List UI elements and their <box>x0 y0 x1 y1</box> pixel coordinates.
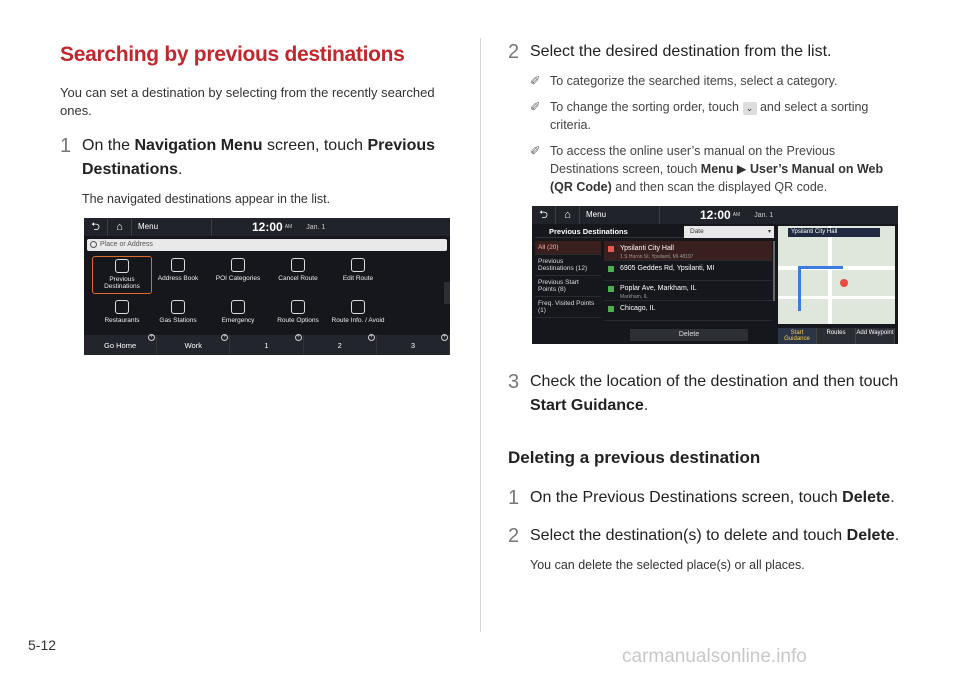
note-icon: ✐ <box>530 144 541 158</box>
step-text <box>530 370 900 418</box>
menu-item-route-options[interactable] <box>268 300 328 324</box>
clock-am: AM <box>284 224 293 230</box>
flag-icon <box>608 286 614 292</box>
poi-search-icon <box>231 258 245 272</box>
quick-destinations-bar <box>84 335 450 355</box>
category-item[interactable]: All (20) <box>535 241 601 255</box>
address-book-icon <box>171 258 185 272</box>
note-text-part: and select a sorting criteria. <box>550 100 869 132</box>
routes-button[interactable]: Routes <box>817 328 856 344</box>
step-number: 2 <box>508 525 520 547</box>
edit-route-icon <box>351 258 365 272</box>
add-icon[interactable]: + <box>149 334 154 340</box>
search-input[interactable] <box>87 239 447 251</box>
list-item[interactable] <box>604 301 772 321</box>
step-number: 1 <box>60 135 72 157</box>
note-3 <box>508 142 900 196</box>
add-icon[interactable]: + <box>296 334 300 340</box>
menu-item-address-book[interactable] <box>148 258 208 282</box>
go-home-button[interactable] <box>84 335 157 355</box>
menu-item-label: POI Categories <box>215 275 261 282</box>
menu-item-edit-route[interactable] <box>328 258 388 282</box>
sort-select[interactable] <box>684 226 774 238</box>
menu-item-label: Route Info. / Avoid <box>331 317 385 324</box>
flag-icon <box>608 246 614 252</box>
note-text <box>550 98 900 134</box>
add-icon[interactable]: + <box>369 334 374 340</box>
menu-item-restaurants[interactable] <box>92 300 152 324</box>
clock-time: 12:00 <box>252 220 283 234</box>
list-item[interactable] <box>604 241 772 261</box>
step-text: Select the desired destination from the list. <box>530 43 832 60</box>
route-line <box>798 266 843 269</box>
previous-destinations-screenshot <box>532 206 898 344</box>
clock-time: 12:00 <box>700 208 731 222</box>
route-line <box>798 266 801 311</box>
note-2 <box>508 98 900 134</box>
step-bold: Previous Destinations <box>82 137 436 178</box>
delete-button[interactable]: Delete <box>630 329 748 341</box>
column-divider <box>480 38 481 632</box>
note-text-part: To change the sorting order, touch <box>550 100 743 114</box>
step-text-part: screen, touch <box>262 137 368 154</box>
step-text-part: On the Previous Destinations screen, touch <box>530 489 843 506</box>
work-label: Work <box>184 340 202 350</box>
left-column <box>60 40 452 355</box>
step-bold: Navigation Menu <box>134 137 263 154</box>
step-number: 1 <box>508 487 520 509</box>
favorite-label: 2 <box>337 340 342 350</box>
step-text-part: Select the destination(s) to delete and touch <box>530 527 847 544</box>
menu-item-label: Edit Route <box>342 275 374 282</box>
gas-station-icon <box>171 300 185 314</box>
note-bold: Menu <box>700 162 734 176</box>
delete-step-1 <box>508 486 900 510</box>
clock-date: Jan. 1 <box>306 223 326 231</box>
home-icon[interactable]: ⌂ <box>108 218 132 236</box>
side-panel-handle[interactable] <box>444 282 450 304</box>
step-text-part: . <box>894 527 900 544</box>
delete-step-2 <box>508 524 900 574</box>
top-bar <box>84 218 450 236</box>
menu-item-label: Route Options <box>277 317 319 324</box>
flag-icon <box>608 266 614 272</box>
folder-icon <box>115 259 129 273</box>
menu-item-gas-stations[interactable] <box>148 300 208 324</box>
step-sub-text: You can delete the selected place(s) or all places. <box>530 558 805 572</box>
category-list <box>535 241 601 318</box>
favorite-label: 3 <box>410 340 415 350</box>
back-icon[interactable]: ⮌ <box>84 218 108 236</box>
top-bar <box>532 206 898 224</box>
flag-icon <box>608 306 614 312</box>
category-item[interactable]: Freq. Visited Points (1) <box>535 297 601 318</box>
right-column <box>508 40 900 574</box>
menu-item-label: Address Book <box>157 275 199 282</box>
step-text-part: On the <box>82 137 135 154</box>
search-icon <box>90 241 97 248</box>
note-text-part: and then scan the displayed QR code. <box>611 180 828 194</box>
list-item[interactable] <box>604 261 772 281</box>
add-waypoint-button[interactable]: Add Waypoint <box>856 328 895 344</box>
category-item[interactable]: Previous Destinations (12) <box>535 255 601 276</box>
destination-name: Ypsilanti City Hall <box>620 245 674 252</box>
route-info-icon <box>351 300 365 314</box>
menu-item-emergency[interactable] <box>208 300 268 324</box>
menu-item-label: Emergency <box>221 317 255 324</box>
add-icon[interactable]: + <box>442 334 447 340</box>
step-text-part: Check the location of the destination and then touch <box>530 373 899 390</box>
menu-item-label: Restaurants <box>104 317 140 324</box>
chevron-down-icon: ⌄ <box>743 102 757 115</box>
home-icon[interactable]: ⌂ <box>556 206 580 224</box>
note-1 <box>508 72 900 90</box>
favorite-1-button[interactable] <box>230 335 303 355</box>
step-number: 2 <box>508 41 520 63</box>
add-icon[interactable]: + <box>223 334 227 340</box>
restaurant-icon <box>115 300 129 314</box>
list-scrollbar[interactable] <box>773 241 775 301</box>
watermark: carmanualsonline.info <box>622 646 807 667</box>
note-icon: ✐ <box>530 74 541 88</box>
step-text-part: . <box>890 489 895 506</box>
step-text <box>530 486 900 510</box>
destination-name: Chicago, IL <box>620 305 656 312</box>
menu-button[interactable]: Menu <box>132 218 212 236</box>
search-placeholder: Place or Address <box>100 241 153 248</box>
arrow-icon: ▶ <box>733 162 750 176</box>
map-title: Ypsilanti City Hall <box>788 228 880 237</box>
step-3 <box>508 370 900 418</box>
map-road <box>778 296 895 299</box>
step-text <box>530 524 900 574</box>
map-preview[interactable] <box>778 226 895 324</box>
sort-value: Date <box>690 228 704 235</box>
step-text-part: . <box>178 161 183 178</box>
favorite-label: 1 <box>264 340 269 350</box>
step-bold: Delete <box>846 527 895 544</box>
list-header: Previous Destinations <box>535 226 775 238</box>
menu-item-previous-destinations[interactable] <box>92 256 152 294</box>
emergency-icon <box>231 300 245 314</box>
section-title: Searching by previous destinations <box>60 43 405 66</box>
list-item[interactable] <box>604 281 772 301</box>
menu-item-label: Gas Stations <box>159 317 197 324</box>
note-text-part: To access the online user’s manual on the Previous Destinations screen, touch <box>550 144 836 176</box>
destination-name: 6905 Geddes Rd, Ypsilanti, MI <box>620 265 715 272</box>
note-icon: ✐ <box>530 100 541 114</box>
work-button[interactable] <box>157 335 230 355</box>
step-2 <box>508 40 900 64</box>
favorite-3-button[interactable] <box>377 335 450 355</box>
map-action-bar <box>778 328 895 344</box>
page-number: 5-12 <box>28 637 57 653</box>
start-guidance-button[interactable]: Start Guidance <box>778 328 817 344</box>
step-number: 3 <box>508 371 520 393</box>
chevron-down-icon: ▾ <box>767 229 771 235</box>
destination-list <box>604 241 772 321</box>
menu-item-label: Cancel Route <box>278 275 318 282</box>
back-icon[interactable]: ⮌ <box>532 206 556 224</box>
menu-item-cancel-route[interactable] <box>268 258 328 282</box>
note-bold: User’s Manual on Web (QR Code) <box>550 162 884 194</box>
destination-address: Markham, IL <box>620 294 648 300</box>
step-text <box>82 134 452 208</box>
navigation-menu-screenshot <box>84 218 450 355</box>
step-1 <box>60 134 452 208</box>
step-sub-text: The navigated destinations appear in the list. <box>82 192 331 206</box>
clock-am: AM <box>732 212 741 218</box>
note-text <box>550 142 900 196</box>
category-item[interactable]: Previous Start Points (8) <box>535 276 601 297</box>
sub-heading: Deleting a previous destination <box>508 448 761 467</box>
go-home-label: Go Home <box>104 340 137 350</box>
clock-date: Jan. 1 <box>754 211 774 219</box>
destination-pin-icon <box>840 279 848 287</box>
menu-item-poi-categories[interactable] <box>208 258 268 282</box>
destination-address: 1 S Huron St, Ypsilanti, MI 48197 <box>620 254 694 260</box>
destination-name: Poplar Ave, Markham, IL <box>620 285 697 292</box>
map-road <box>828 226 832 324</box>
step-text-part: . <box>643 397 649 414</box>
menu-item-label: Previous Destinations <box>104 276 140 290</box>
note-text: To categorize the searched items, select a category. <box>550 74 838 88</box>
step-bold: Start Guidance <box>530 397 644 414</box>
favorite-2-button[interactable] <box>304 335 377 355</box>
step-bold: Delete <box>842 489 891 506</box>
cancel-route-icon <box>291 258 305 272</box>
route-options-icon <box>291 300 305 314</box>
menu-item-route-info[interactable] <box>328 300 388 324</box>
intro-text: You can set a destination by selecting from the recently searched ones. <box>60 85 435 118</box>
menu-button[interactable]: Menu <box>580 206 660 224</box>
